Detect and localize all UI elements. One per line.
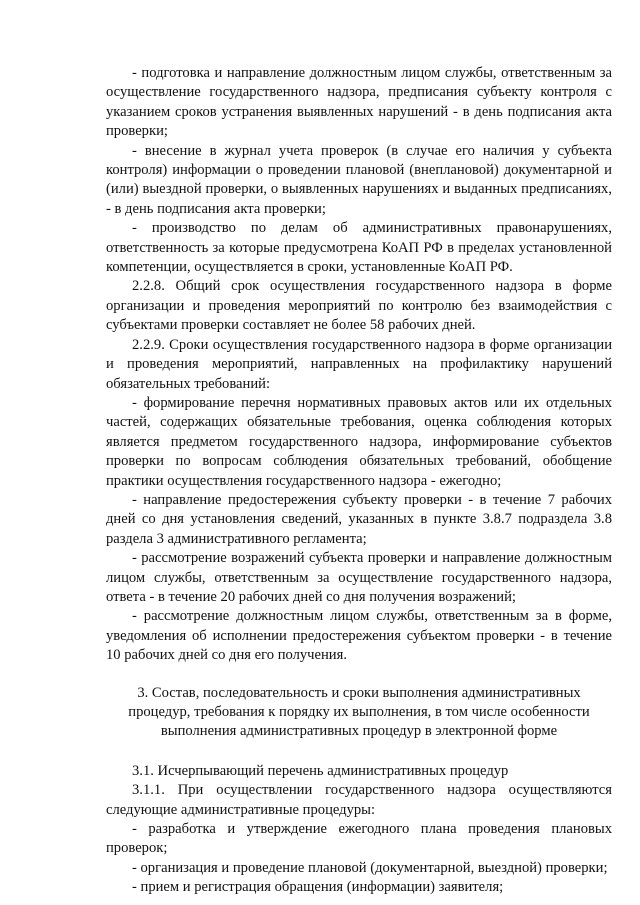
- paragraph-warning-dispatch: - направление предостережения субъекту проверки - в течение 7 рабочих дней со дня установления сведений, указанных в пункте 3.8.7 подраздела 3.8 раздела 3 административного регламента;: [106, 491, 612, 547]
- paragraph-3-1: 3.1. Исчерпывающий перечень административных процедур: [132, 762, 509, 779]
- paragraph-request-registration: - прием и регистрация обращения (информации) заявителя;: [132, 879, 504, 896]
- paragraph-annual-plan: - разработка и утверждение ежегодного плана проведения плановых проверок;: [106, 821, 612, 857]
- document-page: [106, 64, 612, 898]
- paragraph-warning-notice: - рассмотрение должностным лицом службы, ответственным за в форме, уведомления об исполнении предостережения субъектом проверки - в течение 10 рабочих дней со дня его получения.: [106, 608, 612, 664]
- paragraph-2-2-9: 2.2.9. Сроки осуществления государственного надзора в форме организации и проведения мероприятий, направленных на профилактику нарушений обязательных требований:: [106, 336, 612, 392]
- paragraph-list-of-acts: - формирование перечня нормативных правовых актов или их отдельных частей, содержащих обязательные требования, оценка соблюдения которых является предметом государственного надзора, информирование субъектов проверки по вопросам соблюдения обязательных требований, обобщение практики осуществления государственного надзора - ежегодно;: [106, 394, 612, 489]
- section-3-heading: 3. Состав, последовательность и сроки выполнения административных процедур, требования к порядку их выполнения, в том числе особенности выполнения административных процедур в электронной форме: [128, 684, 590, 740]
- section-gap: [106, 742, 612, 762]
- paragraph-offense-proceedings: - производство по делам об административных правонарушениях, ответственность за которые предусмотрена КоАП РФ в пределах установленной компетенции, осуществляется в сроки, установленные КоАП РФ.: [106, 220, 612, 276]
- paragraph-2-2-8: 2.2.8. Общий срок осуществления государственного надзора в форме организации и проведения мероприятий по контролю без взаимодействия с субъектами проверки составляет не более 58 рабочих дней.: [106, 278, 612, 334]
- paragraph-planned-inspection: - организация и проведение плановой (документарной, выездной) проверки;: [132, 859, 608, 876]
- paragraph-inspection-log: - внесение в журнал учета проверок (в случае его наличия у субъекта контроля) информации о проведении плановой (внеплановой) документарной и (или) выездной проверки, о выявленных нарушениях и выданных предписаниях, - в день подписания акта проверки;: [106, 142, 612, 217]
- paragraph-objections: - рассмотрение возражений субъекта проверки и направление должностным лицом службы, ответственным за осуществление государственного надзора, ответа - в течение 20 рабочих дней со дня получения возражений;: [106, 550, 612, 605]
- paragraph-3-1-1: 3.1.1. При осуществлении государственного надзора осуществляются следующие административные процедуры:: [106, 782, 612, 818]
- paragraph-inspector-order: - подготовка и направление должностным лицом службы, ответственным за осуществление государственного надзора, предписания субъекту контроля с указанием сроков устранения выявленных нарушений - в день подписания акта проверки;: [106, 65, 612, 140]
